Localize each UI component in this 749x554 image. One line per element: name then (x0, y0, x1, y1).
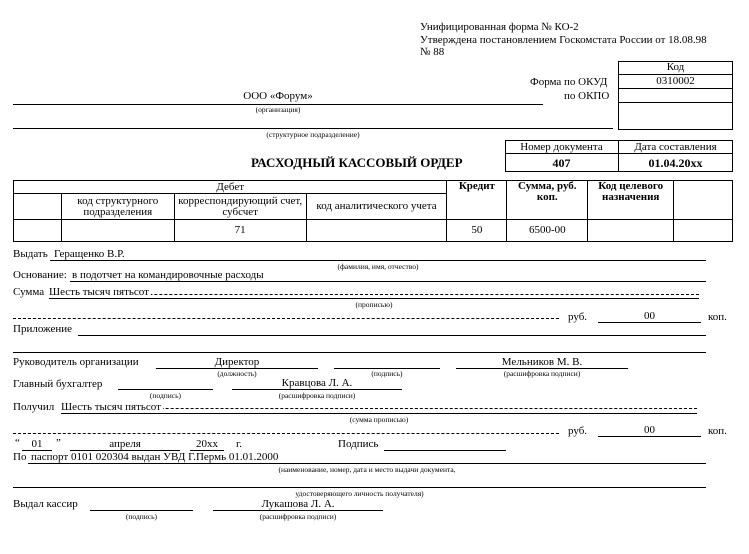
approved-number: № 88 (420, 46, 445, 58)
debit-header: Дебет (14, 181, 447, 194)
by-label: По (13, 451, 27, 463)
sign-label: Подпись (338, 438, 379, 450)
credit-header: Кредит (447, 181, 507, 220)
sum-rub-label: руб. (568, 311, 588, 323)
sum-caption: (прописью) (355, 300, 393, 309)
cashier-signature-caption: (подпись) (125, 512, 158, 521)
issue-caption: (фамилия, имя, отчество) (337, 262, 419, 271)
form-title: Унифицированная форма № КО-2 (420, 21, 579, 33)
basis-label: Основание: (13, 269, 67, 281)
doc-number: 407 (552, 156, 571, 170)
struct-code-header: код структурного подразделения (61, 194, 174, 220)
date-day: 01 (31, 438, 43, 450)
cashier-label: Выдал кассир (13, 498, 78, 510)
head-position-caption: (должность) (217, 369, 257, 378)
doc-number-label: Номер документа (520, 141, 603, 153)
quote-close: ” (56, 437, 61, 449)
organization-name: ООО «Форум» (243, 90, 313, 102)
issue-value: Геращенко В.Р. (54, 248, 125, 260)
received-kop-value: 00 (644, 424, 655, 436)
purpose-cell (588, 220, 674, 242)
date-month: апреля (109, 438, 141, 450)
cashier-name: Лукашова Л. А. (261, 498, 335, 510)
received-value: Шесть тысяч пятьсот (61, 401, 161, 413)
head-signature-caption: (подпись) (371, 369, 403, 378)
sum-kop-value: 00 (644, 310, 655, 322)
accountant-decode-caption: (расшифровка подписи) (278, 391, 356, 400)
received-rub-label: руб. (568, 425, 588, 437)
head-decode-caption: (расшифровка подписи) (503, 369, 581, 378)
document-title: РАСХОДНЫЙ КАССОВЫЙ ОРДЕР (251, 155, 463, 170)
doc-date-label: Дата составления (634, 141, 717, 153)
passport-value: паспорт 0101 020304 выдан УВД Г.Пермь 01.01.2000 (31, 451, 279, 463)
credit-cell: 50 (447, 220, 507, 242)
accountant-name: Кравцова Л. А. (281, 377, 353, 389)
attachment-label: Приложение (13, 323, 73, 335)
analytic-code-header: код аналитического учета (306, 194, 447, 220)
basis-value: в подотчет на командировочные расходы (72, 269, 264, 281)
sum-header: Сумма, руб. коп. (507, 181, 588, 220)
approved-text: Утверждена постановлением Госкомстата России от 18.08.98 (420, 34, 707, 46)
doc-date: 01.04.20xx (648, 156, 703, 170)
sum-value: Шесть тысяч пятьсот (49, 286, 149, 298)
sum-kop-label: коп. (708, 311, 727, 323)
head-position: Директор (214, 356, 260, 368)
accountant-label: Главный бухгалтер (13, 378, 103, 390)
debit-credit-table (13, 180, 733, 242)
sum-cell: 6500-00 (507, 220, 588, 242)
received-caption: (сумма прописью) (349, 415, 409, 424)
struct-code-cell (61, 220, 174, 242)
subdivision-caption: (структурное подразделение) (266, 130, 360, 139)
okud-value: 0310002 (656, 75, 695, 87)
received-kop-label: коп. (708, 425, 727, 437)
cashier-decode-caption: (расшифровка подписи) (259, 512, 337, 521)
accountant-signature-caption: (подпись) (149, 391, 182, 400)
purpose-header: Код целевого назначения (588, 181, 674, 220)
received-label: Получил (13, 401, 55, 413)
head-name: Мельников М. В. (501, 356, 583, 368)
issue-label: Выдать (13, 248, 48, 260)
analytic-code-cell (306, 220, 447, 242)
extra-cell (674, 220, 733, 242)
okpo-label: по ОКПО (564, 90, 610, 102)
head-label: Руководитель организации (13, 356, 139, 368)
kod-label: Код (666, 61, 685, 73)
id-caption: удостоверяющего личность получателя) (295, 489, 424, 498)
date-year-suffix: г. (236, 438, 243, 450)
doc-caption: (наименование, номер, дата и место выдачи документа, (278, 465, 456, 474)
quote-open: “ (15, 437, 20, 449)
okud-label: Форма по ОКУД (530, 76, 608, 88)
sum-label: Сумма (13, 286, 45, 298)
corr-account-header: корреспондирующий счет, субсчет (174, 194, 306, 220)
date-year: 20xx (196, 438, 218, 450)
organization-caption: (организация) (255, 105, 301, 114)
corr-account-cell: 71 (174, 220, 306, 242)
